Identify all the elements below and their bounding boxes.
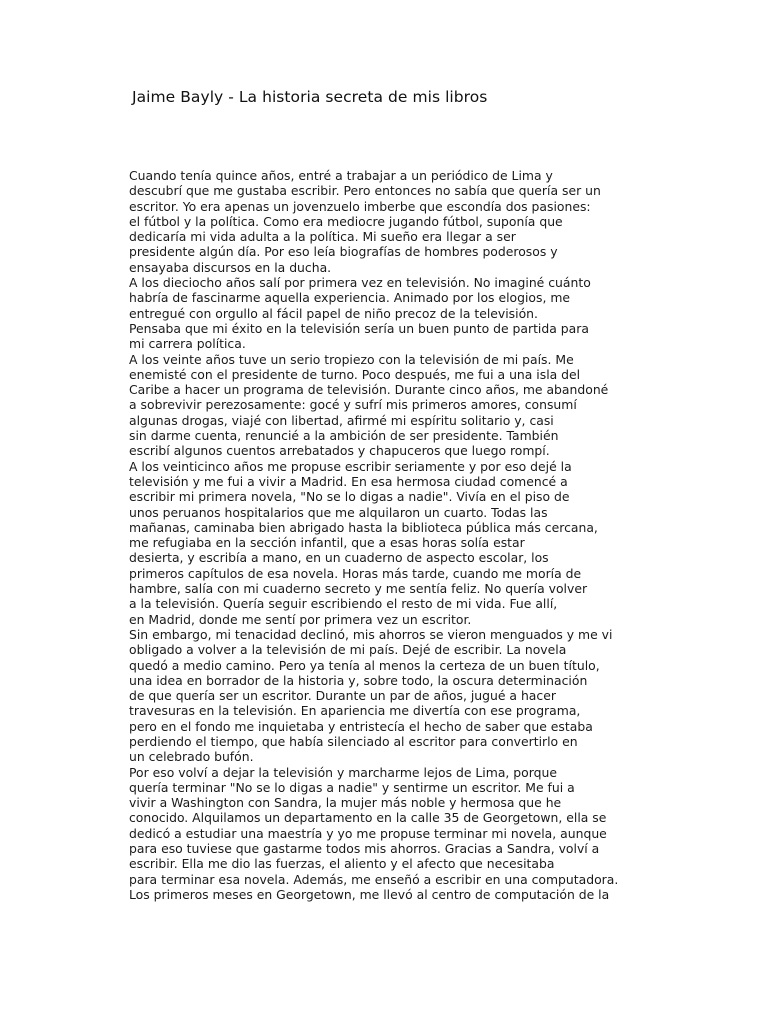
body-text-line: entregué con orgullo al fácil papel de niño precoz de la televisión. <box>129 305 538 321</box>
body-text-line: escribir. Ella me dio las fuerzas, el aliento y el afecto que necesitaba <box>129 856 555 872</box>
body-text-line: enemisté con el presidente de turno. Poco después, me fui a una isla del <box>129 366 581 382</box>
body-text-line: dedicaría mi vida adulta a la política. Mi sueño era llegar a ser <box>129 229 516 245</box>
document-body <box>129 168 759 902</box>
body-text-line: Pensaba que mi éxito en la televisión sería un buen punto de partida para <box>129 320 589 336</box>
body-text-line: para terminar esa novela. Además, me enseñó a escribir en una computadora. <box>129 871 619 887</box>
body-text-line: Caribe a hacer un programa de televisión. Durante cinco años, me abandoné <box>129 382 609 398</box>
body-text-line: mañanas, caminaba bien abrigado hasta la biblioteca pública más cercana, <box>129 519 598 535</box>
body-text-line: A los veinticinco años me propuse escribir seriamente y por eso dejé la <box>129 458 572 474</box>
document-title: Jaime Bayly - La historia secreta de mis libros <box>132 88 488 106</box>
body-text-line: habría de fascinarme aquella experiencia. Animado por los elogios, me <box>129 290 571 306</box>
body-text-line: Cuando tenía quince años, entré a trabajar a un periódico de Lima y <box>129 168 553 183</box>
body-text-line: una idea en borrador de la historia y, sobre todo, la oscura determinación <box>129 672 588 688</box>
body-text-line: A los veinte años tuve un serio tropiezo con la televisión de mi país. Me <box>129 351 574 367</box>
body-text-line: descubrí que me gustaba escribir. Pero entonces no sabía que quería ser un <box>129 183 601 199</box>
body-text-line: escritor. Yo era apenas un jovenzuelo imberbe que escondía dos pasiones: <box>129 198 591 214</box>
body-text-line: vivir a Washington con Sandra, la mujer más noble y hermosa que he <box>129 795 562 811</box>
body-text-line: el fútbol y la política. Como era mediocre jugando fútbol, suponía que <box>129 213 563 229</box>
body-text-line: pero en el fondo me inquietaba y entristecía el hecho de saber que estaba <box>129 718 593 734</box>
body-text-line: un celebrado bufón. <box>129 749 254 765</box>
body-text-line: perdiendo el tiempo, que había silenciado al escritor para convertirlo en <box>129 733 578 749</box>
body-text-line: televisión y me fui a vivir a Madrid. En esa hermosa ciudad comencé a <box>129 473 568 489</box>
body-text-line: a la televisión. Quería seguir escribiendo el resto de mi vida. Fue allí, <box>129 596 558 612</box>
body-text-line: escribir mi primera novela, "No se lo digas a nadie". Vivía en el piso de <box>129 489 570 505</box>
body-text-line: sin darme cuenta, renuncié a la ambición de ser presidente. También <box>129 428 559 444</box>
body-text-line: primeros capítulos de esa novela. Horas más tarde, cuando me moría de <box>129 565 582 581</box>
body-text-line: a sobrevivir perezosamente: gocé y sufrí mis primeros amores, consumí <box>129 397 577 413</box>
body-text-line: Sin embargo, mi tenacidad declinó, mis ahorros se vieron menguados y me vi <box>129 626 613 642</box>
body-text-line: desierta, y escribía a mano, en un cuaderno de aspecto escolar, los <box>129 550 549 566</box>
body-text-line: quedó a medio camino. Pero ya tenía al menos la certeza de un buen título, <box>129 657 600 673</box>
body-text-line: de que quería ser un escritor. Durante un par de años, jugué a hacer <box>129 688 556 704</box>
body-text-line: mi carrera política. <box>129 336 246 352</box>
body-text-line: Los primeros meses en Georgetown, me llevó al centro de computación de la <box>129 886 610 902</box>
body-text-line: Por eso volví a dejar la televisión y marcharme lejos de Lima, porque <box>129 764 557 780</box>
body-text-line: en Madrid, donde me sentí por primera vez un escritor. <box>129 611 472 627</box>
body-text-line: escribí algunos cuentos arrebatados y chapuceros que luego rompí. <box>129 443 550 459</box>
body-text-line: conocido. Alquilamos un departamento en la calle 35 de Georgetown, ella se <box>129 810 607 826</box>
body-text-line: presidente algún día. Por eso leía biografías de hombres poderosos y <box>129 244 558 260</box>
body-text-line: para eso tuviese que gastarme todos mis ahorros. Gracias a Sandra, volví a <box>129 841 600 857</box>
body-text-line: obligado a volver a la televisión de mi país. Dejé de escribir. La novela <box>129 642 567 658</box>
body-text-line: me refugiaba en la sección infantil, que a esas horas solía estar <box>129 535 525 551</box>
body-text-line: ensayaba discursos en la ducha. <box>129 259 332 275</box>
body-text-line: travesuras en la televisión. En apariencia me divertía con ese programa, <box>129 703 581 719</box>
body-text-line: quería terminar "No se lo digas a nadie" y sentirme un escritor. Me fui a <box>129 779 575 795</box>
body-text-line: unos peruanos hospitalarios que me alquilaron un cuarto. Todas las <box>129 504 548 520</box>
body-text-line: dedicó a estudiar una maestría y yo me propuse terminar mi novela, aunque <box>129 825 607 841</box>
body-text-line: algunas drogas, viajé con libertad, afirmé mi espíritu solitario y, casi <box>129 412 554 428</box>
body-text-line: A los dieciocho años salí por primera vez en televisión. No imaginé cuánto <box>129 275 591 291</box>
body-text-line: hambre, salía con mi cuaderno secreto y me sentía feliz. No quería volver <box>129 581 588 597</box>
